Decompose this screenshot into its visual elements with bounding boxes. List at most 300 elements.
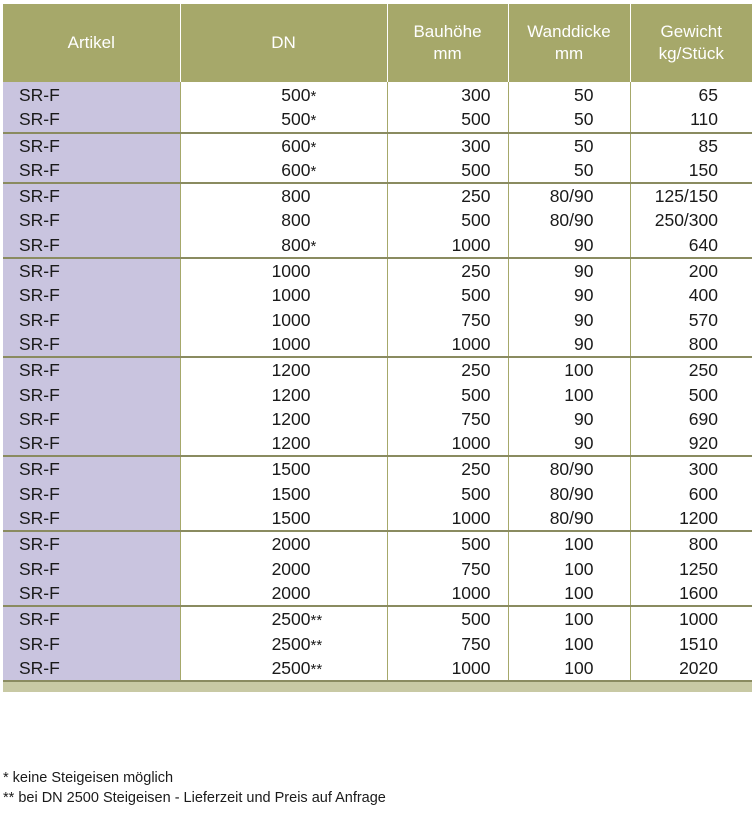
cell-wanddicke bbox=[508, 82, 630, 133]
table-row-value bbox=[388, 184, 508, 208]
dn-value: 800 bbox=[281, 234, 311, 255]
dn-value: 1500 bbox=[271, 483, 311, 504]
bauhoehe-value: 300 bbox=[461, 85, 491, 105]
cell-artikel bbox=[3, 258, 180, 357]
wanddicke-value: 80/90 bbox=[549, 483, 594, 504]
gewicht-value: 1200 bbox=[679, 508, 718, 529]
table-row-value bbox=[3, 407, 180, 431]
wanddicke-value: 100 bbox=[564, 360, 594, 381]
table-row-value bbox=[181, 134, 387, 158]
table-row-value bbox=[181, 208, 387, 232]
table-row-value bbox=[181, 581, 387, 605]
wanddicke-value: 50 bbox=[574, 135, 594, 156]
table-row-value bbox=[181, 431, 387, 455]
cell-wanddicke bbox=[508, 133, 630, 184]
table-row-value bbox=[181, 107, 387, 131]
gewicht-value: 65 bbox=[698, 85, 718, 105]
table-row-value bbox=[631, 358, 753, 382]
table-row-value bbox=[509, 532, 630, 556]
table-row-value bbox=[631, 581, 753, 605]
table-row-value bbox=[631, 233, 753, 257]
table-row-value bbox=[631, 506, 753, 530]
row-group bbox=[3, 82, 752, 133]
table-row-value bbox=[3, 233, 180, 257]
table-row-value bbox=[631, 632, 753, 656]
artikel-value: SR-F bbox=[19, 633, 60, 654]
gewicht-value: 800 bbox=[688, 333, 718, 354]
cell-gewicht bbox=[630, 183, 752, 258]
table-row-value bbox=[509, 632, 630, 656]
table-row-value bbox=[181, 283, 387, 307]
table-row-value bbox=[509, 332, 630, 356]
table-row-value bbox=[3, 532, 180, 556]
dn-value: 800 bbox=[281, 186, 311, 207]
wanddicke-value: 100 bbox=[564, 582, 594, 603]
row-group bbox=[3, 357, 752, 456]
table-row-value bbox=[509, 431, 630, 455]
bauhoehe-value: 500 bbox=[461, 285, 491, 306]
wanddicke-value: 90 bbox=[574, 309, 594, 330]
table-row-value bbox=[3, 332, 180, 356]
bauhoehe-value: 300 bbox=[461, 135, 491, 156]
table-row-value bbox=[509, 208, 630, 232]
table-row-value bbox=[388, 407, 508, 431]
table-row-value bbox=[3, 134, 180, 158]
gewicht-value: 690 bbox=[688, 408, 718, 429]
wanddicke-value: 90 bbox=[574, 234, 594, 255]
cell-gewicht bbox=[630, 133, 752, 184]
dn-value: 500 bbox=[281, 109, 311, 130]
table-row-value bbox=[181, 407, 387, 431]
table-row-value bbox=[631, 383, 753, 407]
table-row-value bbox=[3, 283, 180, 307]
gewicht-value: 200 bbox=[688, 261, 718, 282]
wanddicke-value: 90 bbox=[574, 408, 594, 429]
table-row-value bbox=[388, 581, 508, 605]
footnote-mark: * bbox=[310, 88, 317, 105]
table-row-value bbox=[631, 407, 753, 431]
table-row-value bbox=[388, 208, 508, 232]
table-row-value bbox=[3, 607, 180, 631]
cell-wanddicke bbox=[508, 606, 630, 681]
dn-value: 2500 bbox=[271, 609, 311, 630]
table-row-value bbox=[388, 532, 508, 556]
footnote-mark: ** bbox=[310, 636, 323, 654]
table-row-value bbox=[388, 358, 508, 382]
wanddicke-value: 80/90 bbox=[549, 210, 594, 231]
artikel-value: SR-F bbox=[19, 534, 60, 555]
wanddicke-value: 90 bbox=[574, 333, 594, 354]
table-row-value bbox=[388, 506, 508, 530]
bauhoehe-value: 500 bbox=[461, 384, 491, 405]
cell-bauhoehe bbox=[387, 258, 508, 357]
artikel-value: SR-F bbox=[19, 433, 60, 454]
bauhoehe-value: 500 bbox=[461, 109, 491, 130]
table-row-value bbox=[509, 233, 630, 257]
cell-artikel bbox=[3, 606, 180, 681]
gewicht-value: 125/150 bbox=[654, 186, 718, 207]
dn-value: 1200 bbox=[271, 433, 311, 454]
table-row-value bbox=[509, 607, 630, 631]
table-row-value bbox=[181, 532, 387, 556]
table-row-value bbox=[631, 158, 753, 182]
table-row-value bbox=[181, 656, 387, 680]
footnote-mark: * bbox=[310, 162, 317, 180]
bauhoehe-value: 750 bbox=[461, 408, 491, 429]
header-artikel: Artikel bbox=[3, 4, 180, 82]
gewicht-value: 300 bbox=[688, 459, 718, 480]
table-row-value bbox=[3, 581, 180, 605]
table-row-value bbox=[181, 557, 387, 581]
gewicht-value: 150 bbox=[688, 159, 718, 180]
table-row-value bbox=[3, 83, 180, 107]
table-row-value bbox=[181, 457, 387, 481]
cell-artikel bbox=[3, 183, 180, 258]
cell-gewicht bbox=[630, 606, 752, 681]
table-header bbox=[3, 4, 752, 82]
dn-value: 500 bbox=[281, 85, 311, 105]
table-row-value bbox=[509, 158, 630, 182]
cell-bauhoehe bbox=[387, 183, 508, 258]
wanddicke-value: 100 bbox=[564, 534, 594, 555]
table-row-value bbox=[181, 308, 387, 332]
table-row-value bbox=[509, 482, 630, 506]
table-row-value bbox=[631, 259, 753, 283]
cell-artikel bbox=[3, 531, 180, 606]
cell-dn bbox=[180, 82, 387, 133]
table-row-value bbox=[388, 158, 508, 182]
artikel-value: SR-F bbox=[19, 508, 60, 529]
table-row-value bbox=[388, 656, 508, 680]
cell-bauhoehe bbox=[387, 133, 508, 184]
cell-bauhoehe bbox=[387, 82, 508, 133]
table-row-value bbox=[388, 259, 508, 283]
table-row-value bbox=[631, 607, 753, 631]
gewicht-value: 640 bbox=[688, 234, 718, 255]
table-row-value bbox=[3, 632, 180, 656]
header-wanddicke: Wanddicke mm bbox=[508, 4, 630, 82]
table-row-value bbox=[181, 158, 387, 182]
dn-value: 2000 bbox=[271, 534, 311, 555]
table-row-value bbox=[509, 457, 630, 481]
gewicht-value: 1250 bbox=[679, 558, 718, 579]
header-gewicht: Gewicht kg/Stück bbox=[630, 4, 752, 82]
table-row-value bbox=[631, 83, 753, 107]
gewicht-value: 1600 bbox=[679, 582, 718, 603]
wanddicke-value: 50 bbox=[574, 159, 594, 180]
table-row-value bbox=[509, 283, 630, 307]
table-row-value bbox=[631, 656, 753, 680]
table-row-value bbox=[3, 482, 180, 506]
table-row-value bbox=[388, 134, 508, 158]
table-row-value bbox=[631, 482, 753, 506]
table-row-value bbox=[631, 134, 753, 158]
artikel-value: SR-F bbox=[19, 159, 60, 180]
table-row-value bbox=[631, 457, 753, 481]
footnote-mark: ** bbox=[310, 612, 323, 630]
cell-dn bbox=[180, 258, 387, 357]
footnote-mark: * bbox=[310, 237, 317, 255]
table-row-value bbox=[509, 259, 630, 283]
cell-artikel bbox=[3, 456, 180, 531]
cell-bauhoehe bbox=[387, 456, 508, 531]
row-group bbox=[3, 133, 752, 184]
dn-value: 1500 bbox=[271, 459, 311, 480]
table-row-value bbox=[509, 107, 630, 131]
table-row-value bbox=[3, 383, 180, 407]
table-row-value bbox=[181, 383, 387, 407]
wanddicke-value: 90 bbox=[574, 261, 594, 282]
wanddicke-value: 100 bbox=[564, 558, 594, 579]
cell-dn bbox=[180, 133, 387, 184]
footnote-mark: ** bbox=[310, 660, 323, 678]
table-row-value bbox=[631, 107, 753, 131]
bauhoehe-value: 750 bbox=[461, 309, 491, 330]
cell-bauhoehe bbox=[387, 531, 508, 606]
table-row-value bbox=[3, 557, 180, 581]
footnote-mark: * bbox=[310, 138, 317, 156]
gewicht-value: 85 bbox=[698, 135, 718, 156]
wanddicke-value: 100 bbox=[564, 384, 594, 405]
bauhoehe-value: 500 bbox=[461, 159, 491, 180]
table-body bbox=[3, 82, 752, 681]
table-row-value bbox=[388, 431, 508, 455]
gewicht-value: 920 bbox=[688, 433, 718, 454]
artikel-value: SR-F bbox=[19, 408, 60, 429]
bauhoehe-value: 250 bbox=[461, 360, 491, 381]
cell-dn bbox=[180, 606, 387, 681]
cell-artikel bbox=[3, 133, 180, 184]
table-row-value bbox=[631, 532, 753, 556]
bauhoehe-value: 1000 bbox=[451, 657, 491, 678]
table-row-value bbox=[388, 107, 508, 131]
dn-value: 1200 bbox=[271, 360, 311, 381]
table-row-value bbox=[631, 283, 753, 307]
cell-wanddicke bbox=[508, 258, 630, 357]
table-row-value bbox=[181, 482, 387, 506]
gewicht-value: 500 bbox=[688, 384, 718, 405]
dn-value: 1500 bbox=[271, 508, 311, 529]
table-row-value bbox=[3, 358, 180, 382]
dn-value: 2000 bbox=[271, 582, 311, 603]
dn-value: 2000 bbox=[271, 558, 311, 579]
cell-bauhoehe bbox=[387, 357, 508, 456]
cell-wanddicke bbox=[508, 183, 630, 258]
row-group bbox=[3, 606, 752, 681]
cell-gewicht bbox=[630, 357, 752, 456]
bauhoehe-value: 1000 bbox=[451, 582, 491, 603]
table-row-value bbox=[3, 184, 180, 208]
bauhoehe-value: 750 bbox=[461, 558, 491, 579]
table-row-value bbox=[509, 383, 630, 407]
artikel-value: SR-F bbox=[19, 609, 60, 630]
artikel-value: SR-F bbox=[19, 459, 60, 480]
table-row-value bbox=[181, 233, 387, 257]
table-row-value bbox=[388, 308, 508, 332]
row-group bbox=[3, 456, 752, 531]
artikel-value: SR-F bbox=[19, 135, 60, 156]
wanddicke-value: 80/90 bbox=[549, 508, 594, 529]
artikel-value: SR-F bbox=[19, 309, 60, 330]
table-row-value bbox=[509, 358, 630, 382]
wanddicke-value: 100 bbox=[564, 657, 594, 678]
bauhoehe-value: 1000 bbox=[451, 433, 491, 454]
cell-dn bbox=[180, 183, 387, 258]
table-row-value bbox=[631, 208, 753, 232]
gewicht-value: 400 bbox=[688, 285, 718, 306]
table-row-value bbox=[181, 506, 387, 530]
table-row-value bbox=[509, 656, 630, 680]
artikel-value: SR-F bbox=[19, 285, 60, 306]
table-row-value bbox=[181, 358, 387, 382]
cell-wanddicke bbox=[508, 531, 630, 606]
footnote-single-star: * keine Steigeisen möglich bbox=[3, 770, 174, 786]
table-row-value bbox=[3, 107, 180, 131]
cell-bauhoehe bbox=[387, 606, 508, 681]
artikel-value: SR-F bbox=[19, 333, 60, 354]
wanddicke-value: 90 bbox=[574, 285, 594, 306]
table-row-value bbox=[181, 607, 387, 631]
cell-artikel bbox=[3, 357, 180, 456]
footnotes bbox=[3, 768, 386, 808]
dn-value: 600 bbox=[281, 159, 311, 180]
dn-value: 600 bbox=[281, 135, 311, 156]
table-row-value bbox=[388, 482, 508, 506]
table-row-value bbox=[181, 259, 387, 283]
artikel-value: SR-F bbox=[19, 210, 60, 231]
dn-value: 1000 bbox=[271, 333, 311, 354]
table-row-value bbox=[509, 557, 630, 581]
bauhoehe-value: 1000 bbox=[451, 234, 491, 255]
dn-value: 1000 bbox=[271, 285, 311, 306]
table-row-value bbox=[3, 308, 180, 332]
table-row-value bbox=[3, 431, 180, 455]
header-bauhoehe: Bauhöhe mm bbox=[387, 4, 508, 82]
cell-wanddicke bbox=[508, 456, 630, 531]
bauhoehe-value: 500 bbox=[461, 210, 491, 231]
dn-value: 800 bbox=[281, 210, 311, 231]
table-row-value bbox=[631, 184, 753, 208]
wanddicke-value: 100 bbox=[564, 633, 594, 654]
artikel-value: SR-F bbox=[19, 109, 60, 130]
table-row-value bbox=[3, 158, 180, 182]
gewicht-value: 570 bbox=[688, 309, 718, 330]
bauhoehe-value: 750 bbox=[461, 633, 491, 654]
table-row-value bbox=[388, 332, 508, 356]
table-row-value bbox=[388, 283, 508, 307]
cell-dn bbox=[180, 456, 387, 531]
table-row-value bbox=[181, 632, 387, 656]
gewicht-value: 1510 bbox=[679, 633, 718, 654]
artikel-value: SR-F bbox=[19, 657, 60, 678]
table-row-value bbox=[388, 233, 508, 257]
table-row-value bbox=[181, 184, 387, 208]
bauhoehe-value: 250 bbox=[461, 186, 491, 207]
gewicht-value: 1000 bbox=[679, 609, 718, 630]
artikel-value: SR-F bbox=[19, 186, 60, 207]
wanddicke-value: 80/90 bbox=[549, 186, 594, 207]
row-group bbox=[3, 258, 752, 357]
footer-band-cell bbox=[3, 681, 752, 692]
cell-artikel bbox=[3, 82, 180, 133]
dn-value: 1200 bbox=[271, 384, 311, 405]
bauhoehe-value: 250 bbox=[461, 261, 491, 282]
bauhoehe-value: 500 bbox=[461, 534, 491, 555]
dn-value: 1000 bbox=[271, 261, 311, 282]
table-row-value bbox=[181, 83, 387, 107]
artikel-value: SR-F bbox=[19, 384, 60, 405]
cell-gewicht bbox=[630, 258, 752, 357]
table-row-value bbox=[509, 581, 630, 605]
artikel-value: SR-F bbox=[19, 261, 60, 282]
product-table bbox=[3, 4, 752, 692]
cell-dn bbox=[180, 357, 387, 456]
table-row-value bbox=[631, 557, 753, 581]
table-row-value bbox=[3, 656, 180, 680]
table-footer-band bbox=[3, 681, 752, 692]
table-row-value bbox=[509, 506, 630, 530]
table-row-value bbox=[388, 457, 508, 481]
table-row-value bbox=[509, 134, 630, 158]
gewicht-value: 800 bbox=[688, 534, 718, 555]
dn-value: 1200 bbox=[271, 408, 311, 429]
cell-wanddicke bbox=[508, 357, 630, 456]
wanddicke-value: 90 bbox=[574, 433, 594, 454]
dn-value: 1000 bbox=[271, 309, 311, 330]
gewicht-value: 250 bbox=[688, 360, 718, 381]
gewicht-value: 2020 bbox=[679, 657, 718, 678]
artikel-value: SR-F bbox=[19, 483, 60, 504]
bauhoehe-value: 1000 bbox=[451, 508, 491, 529]
bauhoehe-value: 500 bbox=[461, 609, 491, 630]
wanddicke-value: 50 bbox=[574, 85, 594, 105]
table-row-value bbox=[388, 83, 508, 107]
table-row-value bbox=[388, 632, 508, 656]
row-group bbox=[3, 183, 752, 258]
wanddicke-value: 80/90 bbox=[549, 459, 594, 480]
table-row-value bbox=[509, 308, 630, 332]
table-row-value bbox=[3, 208, 180, 232]
artikel-value: SR-F bbox=[19, 360, 60, 381]
wanddicke-value: 50 bbox=[574, 109, 594, 130]
gewicht-value: 600 bbox=[688, 483, 718, 504]
footnote-mark: * bbox=[310, 112, 317, 130]
table-row-value bbox=[631, 332, 753, 356]
dn-value: 2500 bbox=[271, 633, 311, 654]
table-row-value bbox=[388, 557, 508, 581]
table-row-value bbox=[181, 332, 387, 356]
row-group bbox=[3, 531, 752, 606]
wanddicke-value: 100 bbox=[564, 609, 594, 630]
cell-gewicht bbox=[630, 456, 752, 531]
cell-dn bbox=[180, 531, 387, 606]
table-row-value bbox=[388, 607, 508, 631]
cell-gewicht bbox=[630, 531, 752, 606]
header-dn: DN bbox=[180, 4, 387, 82]
artikel-value: SR-F bbox=[19, 85, 60, 105]
table-row-value bbox=[3, 457, 180, 481]
table-row-value bbox=[3, 506, 180, 530]
artikel-value: SR-F bbox=[19, 582, 60, 603]
dn-value: 2500 bbox=[271, 657, 311, 678]
footnote-double-star: ** bei DN 2500 Steigeisen - Lieferzeit und Preis auf Anfrage bbox=[3, 790, 386, 806]
table-row-value bbox=[509, 184, 630, 208]
table-row-value bbox=[388, 383, 508, 407]
bauhoehe-value: 250 bbox=[461, 459, 491, 480]
artikel-value: SR-F bbox=[19, 558, 60, 579]
table-row-value bbox=[631, 308, 753, 332]
gewicht-value: 110 bbox=[690, 109, 718, 130]
